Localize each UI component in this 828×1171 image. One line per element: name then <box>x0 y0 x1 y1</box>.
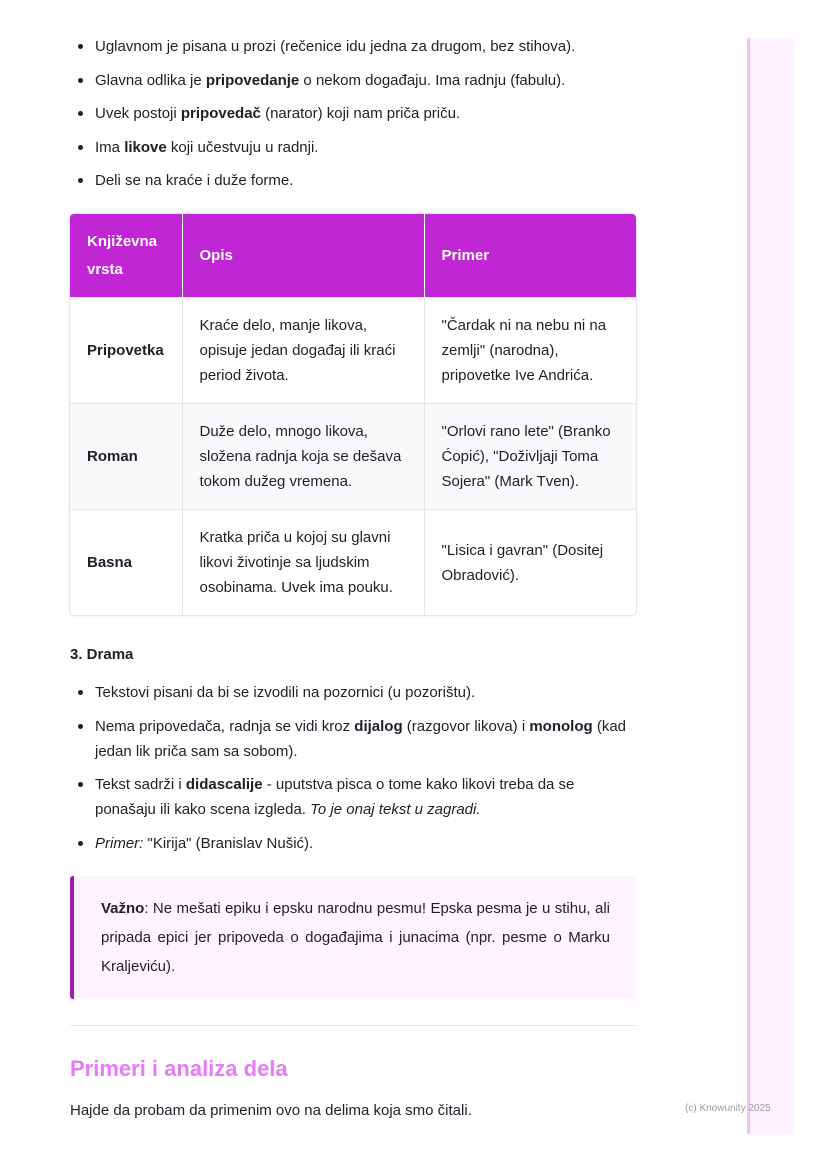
cell-description: Duže delo, mnogo likova, složena radnja koja se dešava tokom dužeg vremena. <box>182 404 424 510</box>
list-item <box>70 772 636 822</box>
text-run: (narator) koji nam priča priču. <box>260 105 461 122</box>
text-run: (kad jedan lik priča sam sa sobom). <box>95 717 627 760</box>
text-run: Nema pripovedača, radnja se vidi kroz <box>95 717 355 735</box>
intro-paragraph: Hajde da probam da primenim ovo na delima koja smo čitali. <box>70 1101 472 1119</box>
text-run: Uvek postoji <box>95 105 181 122</box>
bold-text: likove <box>124 138 167 156</box>
text-run: Tekstovi pisani da bi se izvodili na pozornici (u pozorištu). <box>95 684 476 701</box>
cell-type: Roman <box>70 404 182 510</box>
italic-text: Primer: <box>95 834 144 852</box>
cell-example: "Lisica i gavran" (Dositej Obradović). <box>424 510 636 616</box>
cell-type: Basna <box>70 510 182 616</box>
section-heading: Primeri i analiza dela <box>70 1055 288 1081</box>
literary-types-table <box>70 214 636 615</box>
header-example: Primer <box>424 214 636 298</box>
table-row <box>70 510 636 616</box>
cell-example: "Čardak ni na nebu ni na zemlji" (narodna), pripovetke Ive Andrića. <box>424 298 636 404</box>
epic-features-list <box>70 34 636 193</box>
bold-text: Važno <box>101 899 145 917</box>
bold-text: dijalog <box>354 717 403 735</box>
list-item <box>70 135 636 160</box>
bold-text: pripovedanje <box>205 71 300 89</box>
list-item <box>70 831 636 856</box>
list-item <box>70 101 636 126</box>
copyright-text: (c) Knowunity 2025 <box>685 1103 771 1114</box>
text-run: - uputstva pisca o tome kako likovi treba da se ponašaju ili kako scena izgleda. <box>95 776 575 818</box>
text-run: : Ne mešati epiku i epsku narodnu pesmu! Epska pesma je u stihu, ali pripada epici jer pripoveda o događajima i junacima (npr. pesme o Marku Kraljeviću). <box>101 899 610 975</box>
header-literary-type: Književna vrsta <box>70 214 182 298</box>
cell-example: "Orlovi rano lete" (Branko Ćopić), "Doživljaji Toma Sojera" (Mark Tven). <box>424 404 636 510</box>
bold-text: pripovedač <box>180 105 261 122</box>
italic-text: To je onaj tekst u zagradi. <box>310 801 481 818</box>
text-run: Deli se na kraće i duže forme. <box>95 172 294 189</box>
text-run: Glavna odlika je <box>95 71 206 89</box>
table-header-row <box>70 214 636 298</box>
section-title-drama: 3. Drama <box>70 646 134 663</box>
table-row <box>70 404 636 510</box>
cell-description: Kratka priča u kojoj su glavni likovi životinje sa ljudskim osobinama. Uvek ima pouku. <box>182 510 424 616</box>
table-row <box>70 298 636 404</box>
text-run: koji učestvuju u radnji. <box>166 138 319 156</box>
list-item <box>70 714 636 764</box>
document-content <box>70 34 636 1123</box>
cell-type: Pripovetka <box>70 298 182 404</box>
side-margin-strip <box>747 38 794 1134</box>
text-run: o nekom događaju. Ima radnju (fabulu). <box>299 71 566 89</box>
important-note-callout <box>70 876 636 999</box>
cell-description: Kraće delo, manje likova, opisuje jedan događaj ili kraći period života. <box>182 298 424 404</box>
text-run: (razgovor likova) i <box>402 717 530 735</box>
section-divider <box>70 1025 636 1026</box>
bold-text: didascalije <box>185 776 263 793</box>
bold-text: monolog <box>529 717 593 735</box>
drama-features-list <box>70 680 636 856</box>
text-run: Ima <box>95 138 125 156</box>
header-description: Opis <box>182 214 424 298</box>
text-run: "Kirija" (Branislav Nušić). <box>143 834 314 852</box>
text-run: Tekst sadrži i <box>95 776 186 793</box>
text-run: Uglavnom je pisana u prozi (rečenice idu jedna za drugom, bez stihova). <box>95 38 576 55</box>
list-item <box>70 68 636 93</box>
list-item <box>70 34 636 59</box>
list-item <box>70 168 636 193</box>
list-item <box>70 680 636 705</box>
